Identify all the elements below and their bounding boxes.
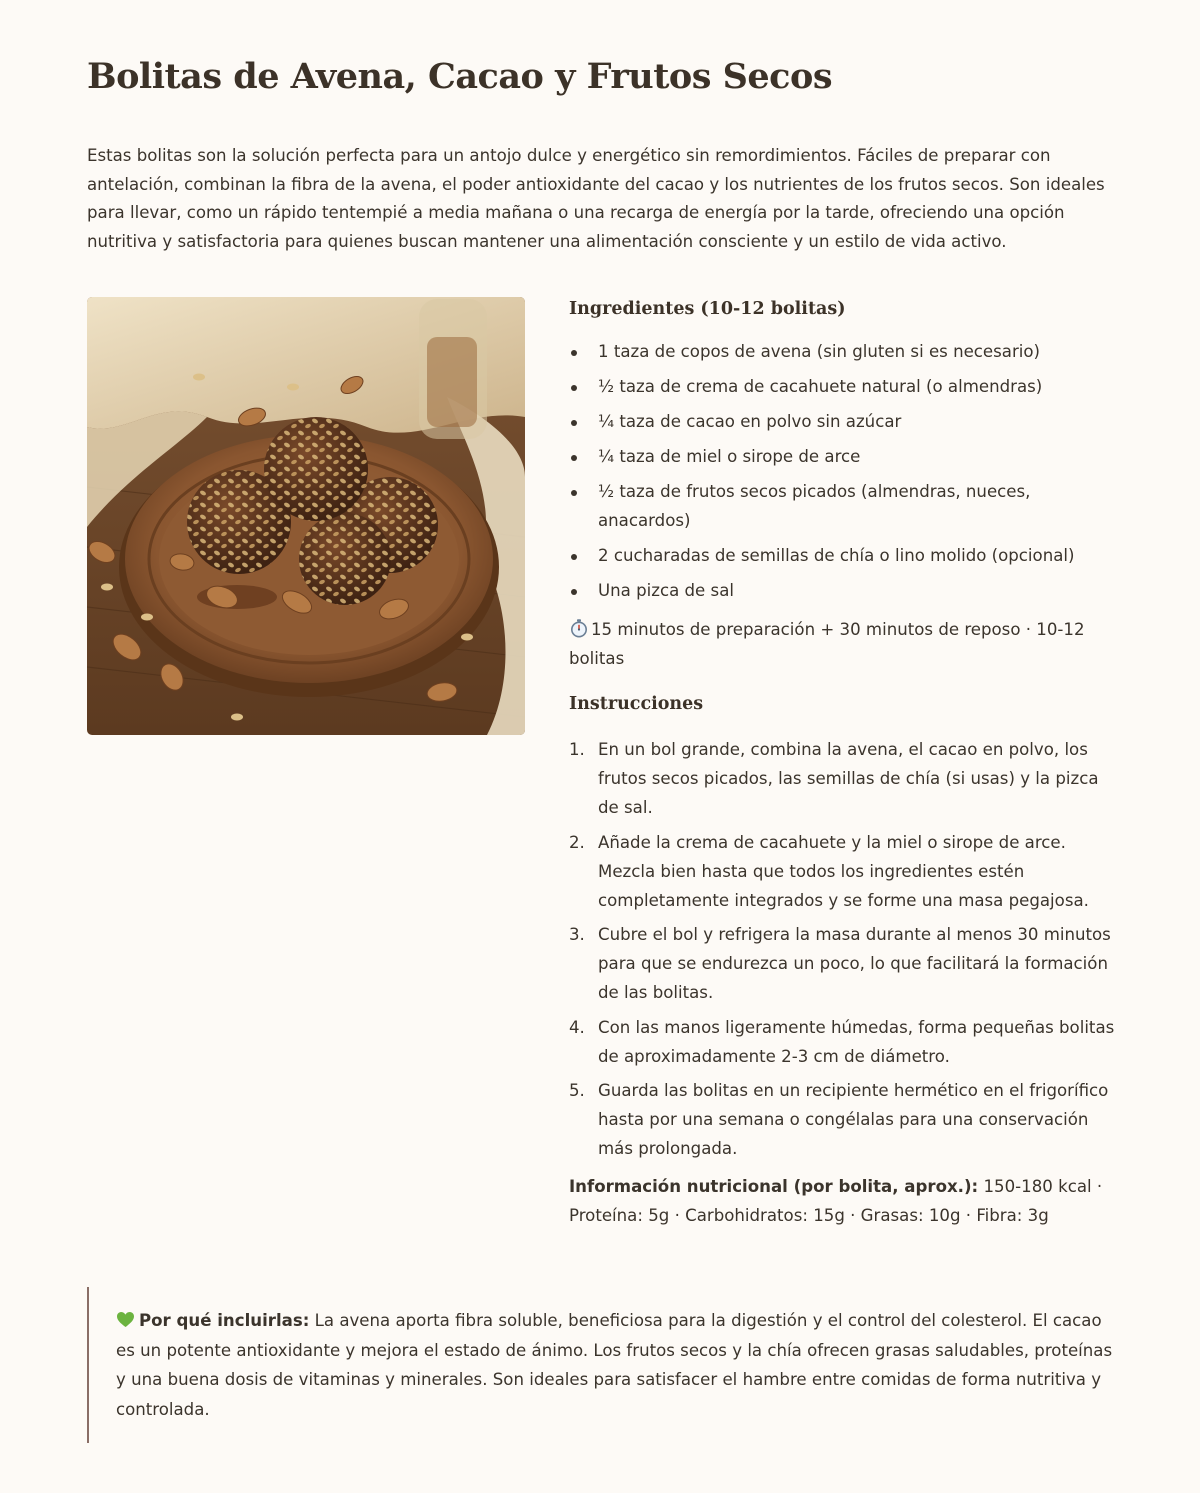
step-number: 4. [569, 1017, 585, 1037]
nutrition-text: 150-180 kcal · Proteína: 5g · Carbohidratos: 15g · Grasas: 10g · Fibra: 3g [569, 1177, 1103, 1225]
list-item: ½ taza de crema de cacahuete natural (o almendras) [569, 373, 1117, 402]
instructions-heading: Instrucciones [569, 694, 704, 714]
list-item: 1 taza de copos de avena (sin gluten si es necesario) [569, 338, 1117, 367]
step-text: Cubre el bol y refrigera la masa durante al menos 30 minutos para que se endurezca un poco, lo que facilitará la formación de las bolitas. [598, 925, 1111, 1002]
list-item: ¼ taza de miel o sirope de arce [569, 443, 1117, 472]
list-item [569, 1076, 1117, 1163]
instructions-list [569, 735, 1117, 1163]
page-title: Bolitas de Avena, Cacao y Frutos Secos [87, 56, 833, 97]
why-text: La avena aporta fibra soluble, beneficiosa para la digestión y el control del colesterol. El cacao es un potente antioxidante y mejora el estado de ánimo. Los frutos secos y la chía ofrecen grasas saludables, proteínas y una buena dosis de vitaminas y minerales. Son ideales para satisfacer el hambre entre comidas de forma nutritiva y controlada. [116, 1311, 1113, 1419]
nutrition-info [569, 1172, 1117, 1230]
step-number: 5. [569, 1081, 585, 1100]
list-item: Una pizca de sal [569, 577, 1117, 606]
why-include-callout [87, 1287, 1116, 1443]
list-item: ½ taza de frutos secos picados (almendras, nueces, anacardos) [569, 478, 1117, 535]
why-label: Por qué incluirlas: [139, 1311, 310, 1330]
nutrition-label: Información nutricional (por bolita, aprox.): [569, 1177, 979, 1196]
intro-paragraph: Estas bolitas son la solución perfecta para un antojo dulce y energético sin remordimientos. Fáciles de preparar con antelación, combinan la fibra de la avena, el poder antioxidante del cacao y los nutrientes de los frutos secos. Son ideales para llevar, como un rápido tentempié a media mañana o una recarga de energía por la tarde, ofreciendo una opción nutritiva y satisfactoria para quienes buscan mantener una alimentación consciente y un estilo de vida activo. [87, 146, 1105, 252]
list-item [569, 1013, 1117, 1071]
recipe-details [569, 294, 1117, 1230]
timer-icon [569, 618, 589, 638]
list-item [569, 920, 1117, 1007]
step-text: En un bol grande, combina la avena, el cacao en polvo, los frutos secos picados, las semillas de chía (si usas) y la pizca de sal. [598, 740, 1099, 817]
prep-time [569, 615, 1117, 673]
recipe-photo [87, 297, 525, 735]
step-text: Añade la crema de cacahuete y la miel o sirope de arce. Mezcla bien hasta que todos los ingredientes estén completamente integrados y se forme una masa pegajosa. [598, 832, 1089, 910]
step-number: 1. [569, 740, 585, 759]
step-number: 2. [569, 832, 585, 852]
step-number: 3. [569, 925, 585, 944]
ingredients-list [569, 338, 1117, 605]
prep-time-text: 15 minutos de preparación + 30 minutos de reposo · 10-12 bolitas [569, 620, 1085, 668]
list-item [569, 828, 1117, 915]
step-text: Con las manos ligeramente húmedas, forma pequeñas bolitas de aproximadamente 2-3 cm de diámetro. [598, 1017, 1115, 1066]
green-heart-icon [116, 1311, 135, 1328]
step-text: Guarda las bolitas en un recipiente hermético en el frigorífico hasta por una semana o congélalas para una conservación más prolongada. [598, 1081, 1109, 1158]
list-item: ¼ taza de cacao en polvo sin azúcar [569, 408, 1117, 437]
list-item: 2 cucharadas de semillas de chía o lino molido (opcional) [569, 542, 1117, 571]
list-item [569, 735, 1117, 822]
ingredients-heading: Ingredientes (10-12 bolitas) [569, 299, 846, 319]
